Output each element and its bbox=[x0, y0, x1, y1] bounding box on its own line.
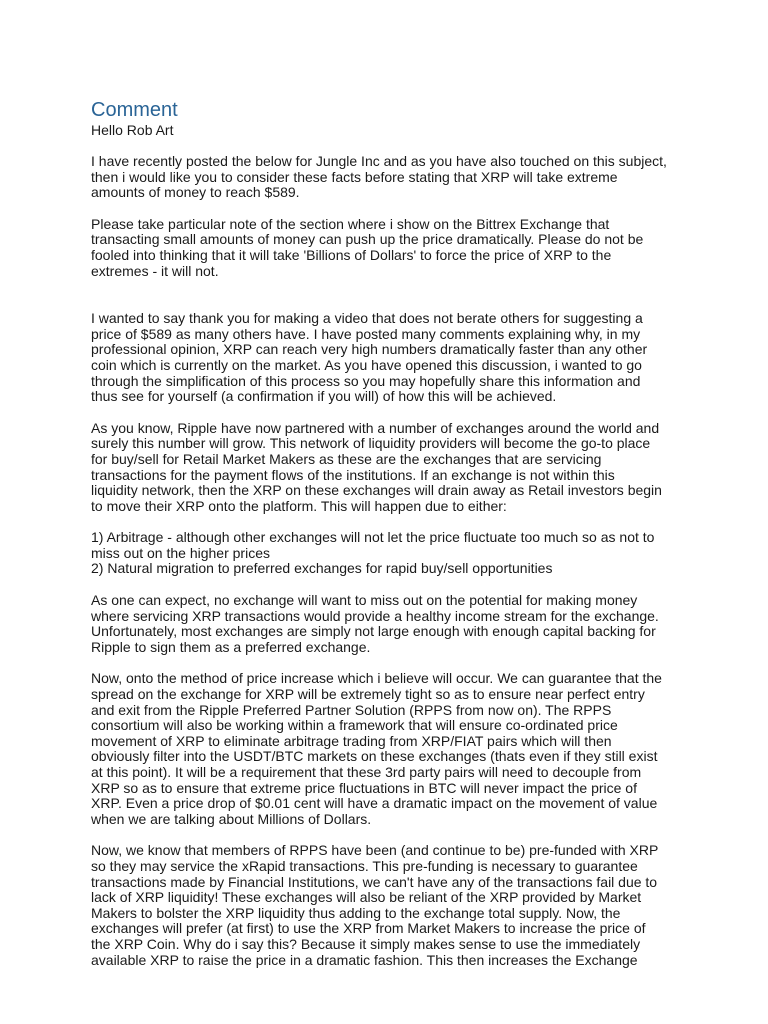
paragraph-price-increase-method: Now, onto the method of price increase which i believe will occur. We can guarantee that the spread on the exchange for XRP will be extremely tight so as to ensure near perfect entry and exit from the Ripple Preferred Partner Solution (RPPS from now on). The RPPS consortium will also be working within a framework that will ensure co-ordinated price movement of XRP to eliminate arbitrage trading from XRP/FIAT pairs which will then obviously filter into the USDT/BTC markets on these exchanges (thats even if they still exist at this point). It will be a requirement that these 3rd party pairs will need to decouple from XRP so as to ensure that extreme price fluctuations in BTC will never impact the price of XRP. Even a price drop of $0.01 cent will have a dramatic impact on the movement of value when we are talking about Millions of Dollars. bbox=[91, 670, 662, 827]
paragraph-intro: I have recently posted the below for Jungle Inc and as you have also touched on this subject, then i would like you to consider these facts before stating that XRP will take extreme amounts of money to reach $589. bbox=[91, 153, 667, 201]
list-item-arbitrage: 1) Arbitrage - although other exchanges will not let the price fluctuate too much so as not to miss out on the higher prices bbox=[91, 529, 655, 561]
paragraph-partnered-exchanges: As you know, Ripple have now partnered with a number of exchanges around the world and surely this number will grow. This network of liquidity providers will become the go-to place for buy/sell for Retail Market Makers as these are the exchanges that are servicing transactions for the payment flows of the institutions. If an exchange is not within this liquidity network, then the XRP on these exchanges will drain away as Retail investors begin to move their XRP onto the platform. This will happen due to either: bbox=[91, 419, 662, 514]
paragraph-exchange-potential: As one can expect, no exchange will want to miss out on the potential for making money where servicing XRP transactions would provide a healthy income stream for the exchange. Unfortunately, most exchanges are simply not large enough with enough capital backing for Ripple to sign them as a preferred exchange. bbox=[91, 592, 659, 655]
comment-heading: Comment bbox=[91, 99, 178, 121]
paragraph-pre-funding: Now, we know that members of RPPS have been (and continue to be) pre-funded with XRP so they may service the xRapid transactions. This pre-funding is necessary to guarantee transactions made by Financial Institutions, we can't have any of the transactions fail due to lack of XRP liquidity! These exchanges will also be reliant of the XRP provided by Market Makers to bolster the XRP liquidity thus adding to the exchange total supply. Now, the exchanges will prefer (at first) to use the XRP from Market Makers to increase the price of the XRP Coin. Why do i say this? Because it simply makes sense to use the immediately available XRP to raise the price in a dramatic fashion. This then increases the Exchange bbox=[91, 842, 659, 968]
paragraph-thank-you: I wanted to say thank you for making a video that does not berate others for suggesting a price of $589 as many others have. I have posted many comments explaining why, in my professional opinion, XRP can reach very high numbers dramatically faster than any other coin which is currently on the market. As you have opened this discussion, i wanted to go through the simplification of this process so you may hopefully share this information and thus see for yourself (a confirmation if you will) of how this will be achieved. bbox=[91, 310, 648, 405]
list-item-natural-migration: 2) Natural migration to preferred exchanges for rapid buy/sell opportunities bbox=[91, 560, 553, 577]
paragraph-bittrex-note: Please take particular note of the section where i show on the Bittrex Exchange that transacting small amounts of money can push up the price dramatically. Please do not be fooled into thinking that it will take 'Billions of Dollars' to force the price of XRP to the extremes - it will not. bbox=[91, 215, 644, 279]
document-page bbox=[91, 98, 685, 968]
greeting-line: Hello Rob Art bbox=[91, 122, 174, 138]
